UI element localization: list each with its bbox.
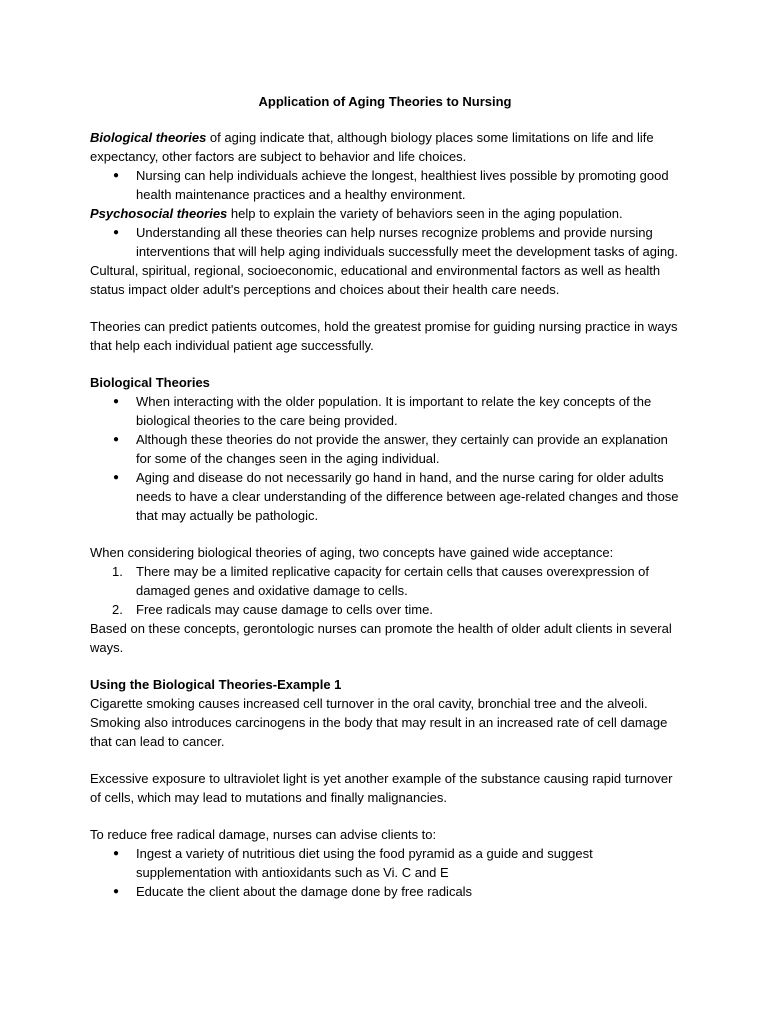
- list-number: 2.: [112, 602, 123, 617]
- page-title: Application of Aging Theories to Nursing: [258, 94, 512, 109]
- list-item: ● When interacting with the older population. It is important to relate the key concepts of the biological theories to the care being provided.: [90, 392, 680, 430]
- bio-theories-text: of aging indicate that, although biology places some limitations on life and life expectancy, other factors are subject to behavior and life choices.: [90, 130, 654, 164]
- psych-intro-list: [90, 223, 680, 261]
- spacer: [90, 525, 680, 543]
- spacer: [90, 355, 680, 373]
- bio-section-list: [90, 392, 680, 525]
- spacer: [90, 807, 680, 825]
- example-paragraph: To reduce free radical damage, nurses can advise clients to:: [90, 827, 437, 842]
- psych-theories-term: Psychosocial theories: [90, 206, 228, 221]
- list-item: [90, 600, 680, 619]
- document-content: [90, 92, 680, 901]
- cultural-paragraph: Cultural, spiritual, regional, socioeconomic, educational and environmental factors as well as health status impact older adult's perceptions and choices about their health care needs.: [90, 263, 661, 297]
- list-item: ● Nursing can help individuals achieve the longest, healthiest lives possible by promoting good health maintenance practices and a healthy environment.: [90, 166, 680, 204]
- list-item: ● Educate the client about the damage done by free radicals: [90, 882, 680, 901]
- bio-theories-paragraph: [90, 128, 680, 166]
- example-list: [90, 844, 680, 901]
- concepts-list: [90, 562, 680, 619]
- psych-theories-paragraph: [90, 204, 680, 223]
- example-paragraph: Cigarette smoking causes increased cell turnover in the oral cavity, bronchial tree and the alveoli. Smoking also introduces carcinogens in the body that may result in an increased rate of cell damage that can lead to cancer.: [90, 696, 668, 749]
- bio-theories-term: Biological theories: [90, 130, 207, 145]
- list-number: 1.: [112, 564, 123, 579]
- spacer: [90, 299, 680, 317]
- list-item: ● Aging and disease do not necessarily go hand in hand, and the nurse caring for older adults needs to have a clear understanding of the difference between age-related changes and those that may actually be pathologic.: [90, 468, 680, 525]
- list-item: ● Ingest a variety of nutritious diet using the food pyramid as a guide and suggest supplementation with antioxidants such as Vi. C and E: [90, 844, 680, 882]
- spacer: [90, 751, 680, 769]
- example-paragraph: Excessive exposure to ultraviolet light is yet another example of the substance causing rapid turnover of cells, which may lead to mutations and finally malignancies.: [90, 771, 673, 805]
- section-heading: Biological Theories: [90, 375, 210, 390]
- theories-paragraph: Theories can predict patients outcomes, hold the greatest promise for guiding nursing practice in ways that help each individual patient age successfully.: [90, 319, 678, 353]
- list-item: ● Although these theories do not provide the answer, they certainly can provide an explanation for some of the changes seen in the aging individual.: [90, 430, 680, 468]
- list-item-text: There may be a limited replicative capacity for certain cells that causes overexpression of damaged genes and oxidative damage to cells.: [136, 564, 650, 598]
- list-item: [90, 562, 680, 600]
- concepts-after: Based on these concepts, gerontologic nurses can promote the health of older adult clients in several ways.: [90, 621, 672, 655]
- list-item: ● Understanding all these theories can help nurses recognize problems and provide nursing interventions that will help aging individuals successfully meet the development tasks of aging.: [90, 223, 680, 261]
- spacer: [90, 657, 680, 675]
- psych-theories-text: help to explain the variety of behaviors seen in the aging population.: [227, 206, 623, 221]
- section-heading: Using the Biological Theories-Example 1: [90, 677, 342, 692]
- list-item-text: Free radicals may cause damage to cells over time.: [136, 602, 433, 617]
- bio-intro-list: [90, 166, 680, 204]
- concepts-lead: When considering biological theories of aging, two concepts have gained wide acceptance:: [90, 545, 614, 560]
